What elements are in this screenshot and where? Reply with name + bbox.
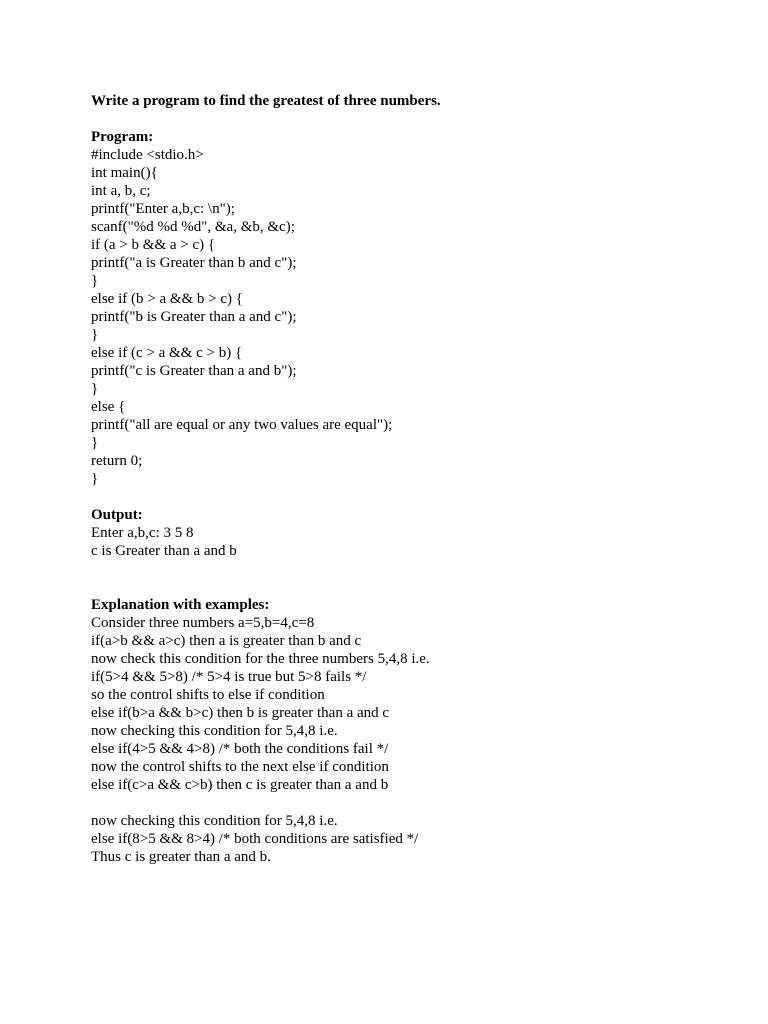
code-line: return 0; — [91, 453, 143, 469]
document-page — [91, 92, 731, 866]
program-heading: Program: — [91, 129, 154, 145]
explanation-block-2 — [91, 812, 731, 866]
code-line: else if (b > a && b > c) { — [91, 291, 243, 307]
code-line: #include <stdio.h> — [91, 147, 204, 163]
code-line: int main(){ — [91, 165, 158, 181]
output-block — [91, 524, 731, 560]
explanation-heading: Explanation with examples: — [91, 597, 270, 613]
explanation-line: if(5>4 && 5>8) /* 5>4 is true but 5>8 fails */ — [91, 669, 367, 685]
spacer — [91, 488, 731, 506]
explanation-line: Thus c is greater than a and b. — [91, 849, 271, 865]
explanation-line: else if(8>5 && 8>4) /* both conditions are satisfied */ — [91, 831, 419, 847]
explanation-line: else if(c>a && c>b) then c is greater than a and b — [91, 777, 389, 793]
explanation-line: else if(4>5 && 4>8) /* both the conditions fail */ — [91, 741, 389, 757]
code-line: int a, b, c; — [91, 183, 151, 199]
code-line: printf("Enter a,b,c: \n"); — [91, 201, 235, 217]
explanation-line: now checking this condition for 5,4,8 i.e. — [91, 723, 338, 739]
explanation-line: now the control shifts to the next else if condition — [91, 759, 389, 775]
code-line: printf("all are equal or any two values are equal"); — [91, 417, 393, 433]
explanation-line: now check this condition for the three numbers 5,4,8 i.e. — [91, 651, 430, 667]
code-line: printf("a is Greater than b and c"); — [91, 255, 297, 271]
explanation-line: Consider three numbers a=5,b=4,c=8 — [91, 615, 315, 631]
program-code — [91, 146, 731, 488]
explanation-line: if(a>b && a>c) then a is greater than b and c — [91, 633, 362, 649]
code-line: printf("c is Greater than a and b"); — [91, 363, 297, 379]
code-line: } — [91, 435, 99, 451]
document-title: Write a program to find the greatest of three numbers. — [91, 93, 441, 109]
output-heading: Output: — [91, 507, 143, 523]
explanation-line: now checking this condition for 5,4,8 i.e. — [91, 813, 338, 829]
spacer — [91, 794, 731, 812]
output-line: Enter a,b,c: 3 5 8 — [91, 525, 194, 541]
code-line: printf("b is Greater than a and c"); — [91, 309, 297, 325]
explanation-line: so the control shifts to else if condition — [91, 687, 325, 703]
code-line: } — [91, 273, 99, 289]
output-line: c is Greater than a and b — [91, 543, 237, 559]
code-line: } — [91, 327, 99, 343]
explanation-line: else if(b>a && b>c) then b is greater than a and c — [91, 705, 390, 721]
code-line: else { — [91, 399, 126, 415]
explanation-block-1 — [91, 614, 731, 794]
code-line: else if (c > a && c > b) { — [91, 345, 243, 361]
code-line: if (a > b && a > c) { — [91, 237, 216, 253]
code-line: scanf("%d %d %d", &a, &b, &c); — [91, 219, 295, 235]
code-line: } — [91, 471, 99, 487]
code-line: } — [91, 381, 99, 397]
spacer — [91, 560, 731, 596]
spacer — [91, 110, 731, 128]
